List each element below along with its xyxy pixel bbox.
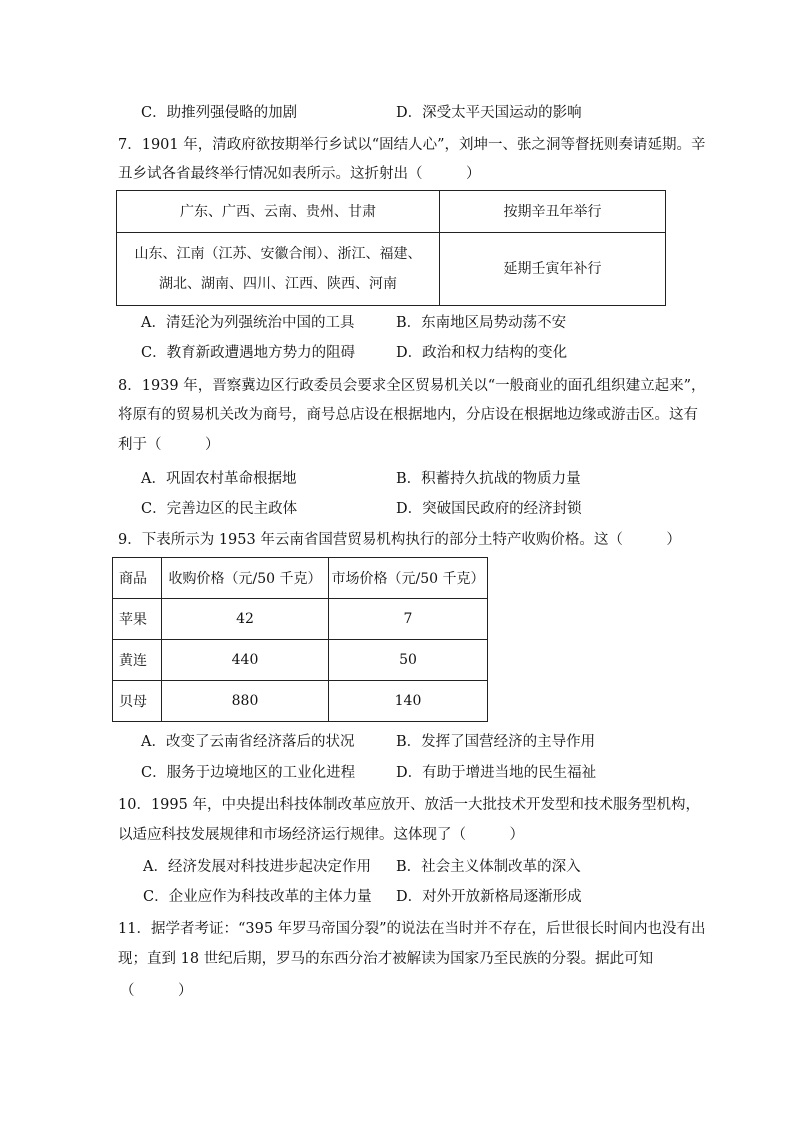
q7-provinces-cell	[117, 233, 440, 306]
q6-option-c: C．助推列强侵略的加剧	[141, 105, 298, 121]
q9-header-item: 商品	[113, 558, 162, 599]
q7-table	[116, 190, 666, 306]
q9-item-cell: 苹果	[113, 599, 162, 640]
table-row	[113, 640, 488, 681]
table-row	[117, 233, 666, 306]
q7-option-a: A．清廷沦为列强统治中国的工具	[141, 315, 355, 331]
q7-stem-line1: 7．1901 年，清政府欲按期举行乡试以“固结人心”，刘坤一、张之洞等督抚则奏请延期。辛	[118, 137, 706, 153]
q7-status-cell: 延期壬寅年补行	[440, 233, 666, 306]
table-row	[113, 681, 488, 722]
q8-option-b: B．积蓄持久抗战的物质力量	[396, 471, 581, 487]
q10-option-a: A．经济发展对科技进步起决定作用	[143, 859, 371, 875]
table-row	[117, 191, 666, 233]
q7-stem-line2: 丑乡试各省最终举行情况如表所示。这折射出（ ）	[118, 166, 481, 182]
q9-market-cell: 7	[329, 599, 488, 640]
q10-option-d: D．对外开放新格局逐渐形成	[396, 889, 582, 905]
q9-market-cell: 50	[329, 640, 488, 681]
q9-header-purchase: 收购价格（元/50 千克）	[162, 558, 329, 599]
table-row	[113, 599, 488, 640]
q7-option-b: B．东南地区局势动荡不安	[396, 315, 567, 331]
q9-purchase-cell: 880	[162, 681, 329, 722]
q9-table	[112, 557, 488, 722]
q10-stem-line2: 以适应科技发展规律和市场经济运行规律。这体现了（ ）	[118, 827, 524, 843]
q8-stem-line1: 8．1939 年，晋察冀边区行政委员会要求全区贸易机关以“一般商业的面孔组织建立起来”，	[118, 378, 706, 394]
q9-option-a: A．改变了云南省经济落后的状况	[141, 734, 355, 750]
q7-status-cell: 按期辛丑年举行	[440, 191, 666, 233]
q9-market-cell: 140	[329, 681, 488, 722]
q10-option-b: B．社会主义体制改革的深入	[396, 859, 581, 875]
q8-stem-line3: 利于（ ）	[118, 437, 220, 453]
q7-option-d: D．政治和权力结构的变化	[396, 345, 568, 361]
q11-stem-line2: 现；直到 18 世纪后期，罗马的东西分治才被解读为国家乃至民族的分裂。据此可知	[118, 951, 654, 967]
q9-item-cell: 黄连	[113, 640, 162, 681]
q8-stem-line2: 将原有的贸易机关改为商号，商号总店设在根据地内，分店设在根据地边缘或游击区。这有	[118, 407, 698, 423]
q10-option-c: C．企业应作为科技改革的主体力量	[143, 889, 372, 905]
q10-stem-line1: 10．1995 年，中央提出科技体制改革应放开、放活一大批技术开发型和技术服务型机构，	[118, 797, 700, 813]
q9-option-b: B．发挥了国营经济的主导作用	[396, 734, 596, 750]
q9-purchase-cell: 42	[162, 599, 329, 640]
q7-provinces-line1: 山东、江南（江苏、安徽合闱）、浙江、福建、	[134, 246, 422, 262]
q8-option-a: A．巩固农村革命根据地	[141, 471, 297, 487]
q7-provinces-line2: 湖北、湖南、四川、江西、陕西、河南	[159, 276, 397, 292]
q11-stem-line3: （ ）	[120, 983, 193, 999]
q8-option-c: C．完善边区的民主政体	[141, 501, 298, 517]
q9-option-c: C．服务于边境地区的工业化进程	[141, 765, 356, 781]
q6-option-d: D．深受太平天国运动的影响	[396, 105, 582, 121]
q8-option-d: D．突破国民政府的经济封锁	[396, 501, 582, 517]
q7-option-c: C．教育新政遭遇地方势力的阻碍	[141, 345, 356, 361]
q9-item-cell: 贝母	[113, 681, 162, 722]
q9-header-market: 市场价格（元/50 千克）	[329, 558, 488, 599]
q9-option-d: D．有助于增进当地的民生福祉	[396, 765, 597, 781]
q11-stem-line1: 11．据学者考证：“395 年罗马帝国分裂”的说法在当时并不存在，后世很长时间内也没有出	[118, 921, 706, 937]
q7-provinces-cell: 广东、广西、云南、贵州、甘肃	[117, 191, 440, 233]
q9-purchase-cell: 440	[162, 640, 329, 681]
q9-stem: 9．下表所示为 1953 年云南省国营贸易机构执行的部分土特产收购价格。这（ ）	[118, 532, 681, 548]
table-header-row	[113, 558, 488, 599]
